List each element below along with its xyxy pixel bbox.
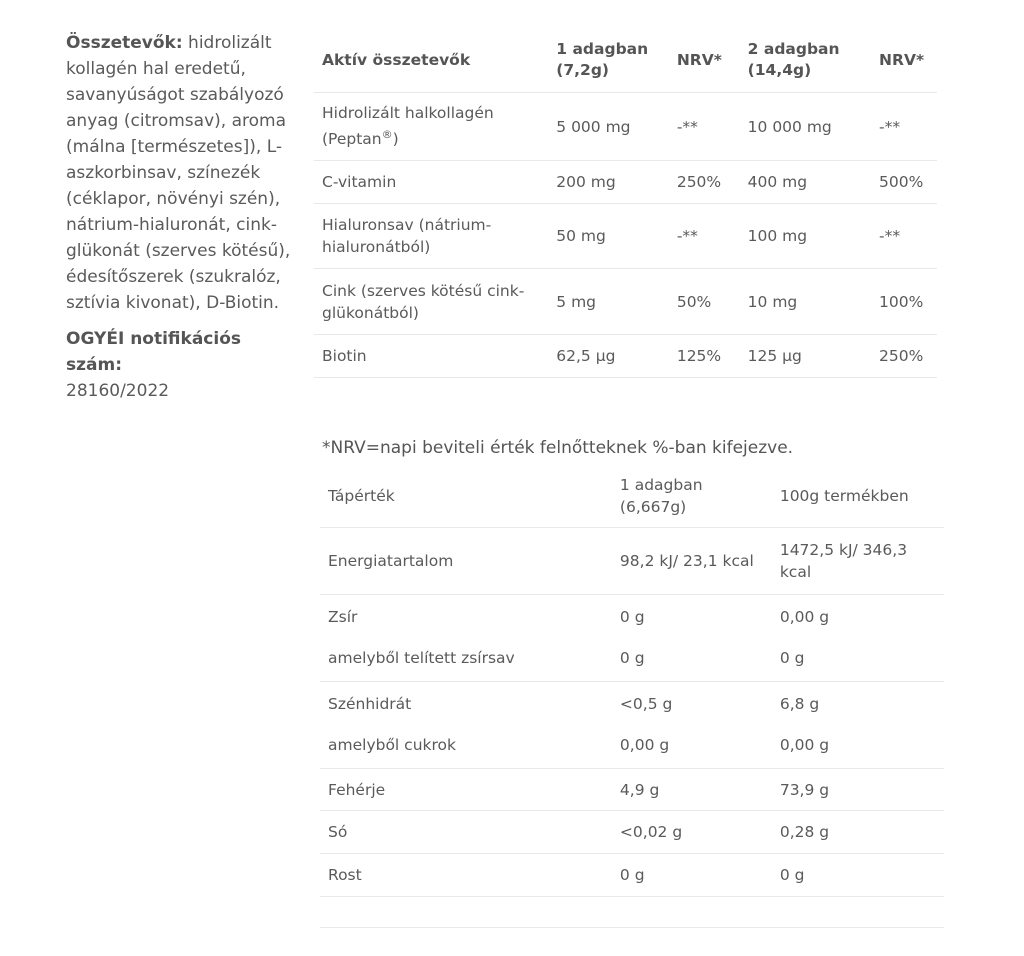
- nrv-2: 500%: [871, 161, 937, 204]
- per100-value: 0,28 g: [772, 811, 944, 854]
- table-row: [320, 595, 944, 638]
- notification-number: 28160/2022: [66, 381, 170, 401]
- dose-2: 125 µg: [740, 335, 871, 378]
- table-header-row: [320, 464, 944, 528]
- serving-value: 0 g: [612, 854, 772, 897]
- dose-2: 100 mg: [740, 204, 871, 269]
- table-row: [320, 637, 944, 682]
- table-empty-row: [320, 897, 944, 928]
- ingredients-paragraph: [66, 30, 298, 316]
- nutrient-name: Zsír: [328, 608, 358, 626]
- nutrient-name: Rost: [320, 854, 612, 897]
- notification-label: OGYÉI notifikációs szám:: [66, 329, 242, 375]
- table-row: [314, 269, 937, 335]
- serving-value: 98,2 kJ/ 23,1 kcal: [612, 528, 772, 595]
- nutrient-name: Energiatartalom: [320, 528, 612, 595]
- serving-value: 0 g: [612, 637, 772, 682]
- per100-value: 1472,5 kJ/ 346,3 kcal: [772, 528, 944, 595]
- per100-value: 0,00 g: [779, 608, 830, 626]
- table-row: [320, 724, 944, 769]
- nrv-1: 50%: [669, 269, 740, 335]
- table-row: [320, 854, 944, 897]
- column-header: Aktív összetevők: [314, 28, 548, 93]
- table-row: [320, 811, 944, 854]
- nrv-2: -**: [871, 93, 937, 161]
- per100-value: 0 g: [772, 637, 944, 682]
- column-header: 1 adagban (7,2g): [548, 28, 669, 93]
- serving-value: <0,5 g: [619, 695, 673, 713]
- column-header: 2 adagban (14,4g): [740, 28, 871, 93]
- per100-value: 73,9 g: [772, 769, 944, 811]
- nutrient-name: amelyből cukrok: [320, 724, 612, 769]
- table-row: [320, 682, 944, 725]
- column-header: NRV*: [871, 28, 937, 93]
- ingredient-name: Cink (szerves kötésű cink-glükonátból): [314, 269, 548, 335]
- ingredients-text: hidrolizált kollagén hal eredetű, savanyúságot szabályozó anyag (citromsav), aroma (málna [természetes]), L-aszkorbinsav, színezék (céklapor, növényi szén), nátrium-hialuronát, cink-glükonát (szerves kötésű), édesítőszerek (szukralóz, sztívia kivonat), D-Biotin.: [66, 33, 291, 313]
- ingredient-name: C-vitamin: [314, 161, 548, 204]
- table-row: [320, 769, 944, 811]
- serving-value: 0 g: [619, 608, 645, 626]
- nrv-2: 100%: [871, 269, 937, 335]
- nrv-2: 250%: [871, 335, 937, 378]
- column-header: 1 adagban (6,667g): [612, 464, 772, 528]
- dose-2: 10 000 mg: [740, 93, 871, 161]
- nutrient-name: Fehérje: [320, 769, 612, 811]
- nutrient-name: Szénhidrát: [328, 695, 412, 713]
- table-row: [314, 335, 937, 378]
- table-row: [314, 93, 937, 161]
- dose-2: 10 mg: [740, 269, 871, 335]
- table-row: [320, 528, 944, 595]
- nutrient-name: Só: [320, 811, 612, 854]
- ingredient-name: Hidrolizált halkollagén (Peptan®): [314, 93, 548, 161]
- nrv-1: -**: [669, 93, 740, 161]
- ingredients-label: Összetevők:: [66, 33, 183, 53]
- ingredient-name: Biotin: [314, 335, 548, 378]
- nrv-footnote: *NRV=napi beviteli érték felnőtteknek %-ban kifejezve.: [322, 438, 794, 458]
- nrv-1: 250%: [669, 161, 740, 204]
- per100-value: 0 g: [772, 854, 944, 897]
- ingredient-name: Hialuronsav (nátrium-hialuronátból): [314, 204, 548, 269]
- nrv-1: -**: [669, 204, 740, 269]
- nrv-1: 125%: [669, 335, 740, 378]
- table-row: [314, 204, 937, 269]
- dose-1: 200 mg: [548, 161, 669, 204]
- active-ingredients-table: [314, 28, 937, 378]
- column-header: Tápérték: [320, 464, 612, 528]
- serving-value: 0,00 g: [612, 724, 772, 769]
- dose-1: 62,5 µg: [548, 335, 669, 378]
- table-header-row: [314, 28, 937, 93]
- dose-2: 400 mg: [740, 161, 871, 204]
- serving-value: 4,9 g: [612, 769, 772, 811]
- nrv-2: -**: [871, 204, 937, 269]
- per100-value: 0,00 g: [772, 724, 944, 769]
- notification-paragraph: [66, 326, 298, 404]
- table-row: [314, 161, 937, 204]
- dose-1: 5 mg: [548, 269, 669, 335]
- column-header: NRV*: [669, 28, 740, 93]
- ingredients-panel: [66, 30, 298, 404]
- dose-1: 5 000 mg: [548, 93, 669, 161]
- per100-value: 6,8 g: [779, 695, 820, 713]
- nutrient-name: amelyből telített zsírsav: [320, 637, 612, 682]
- serving-value: <0,02 g: [612, 811, 772, 854]
- nutrition-table: [320, 464, 944, 928]
- dose-1: 50 mg: [548, 204, 669, 269]
- column-header: 100g termékben: [772, 464, 944, 528]
